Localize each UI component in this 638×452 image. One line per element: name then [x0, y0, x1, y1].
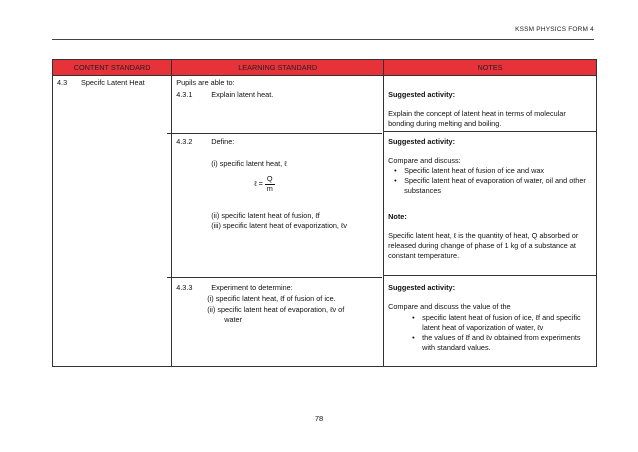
list-item: • Specific latent heat of evaporation of water, oil and other substances — [398, 176, 592, 196]
header-rule — [52, 39, 594, 40]
header-learning-standard: LEARNING STANDARD — [172, 60, 384, 76]
notes-intro-4-3-3: Compare and discuss the value of the — [388, 302, 511, 311]
item-text: Explain latent heat. — [211, 90, 274, 99]
notes-bullets-4-3-3 — [406, 313, 592, 352]
row-divider — [384, 275, 596, 276]
page-number: 78 — [314, 414, 324, 423]
define-item-ii: (ii) specific latent heat of fusion, ℓf — [211, 211, 320, 220]
formula-lhs: ℓ = — [254, 179, 263, 189]
header-notes: NOTES — [384, 60, 597, 76]
experiment-item-i: (i) specific latent heat, ℓf of fusion of ice. — [207, 294, 336, 303]
item-text: Experiment to determine: — [211, 283, 293, 292]
notes-title-4-3-1: Suggested activity: — [388, 90, 456, 99]
content-standard-title: Specifc Latent Heat — [81, 78, 145, 87]
learning-intro: Pupils are able to: — [176, 78, 235, 87]
experiment-item-ii-cont: water — [224, 315, 243, 324]
item-text: Define: — [211, 137, 235, 146]
notes-cell — [384, 76, 597, 367]
latent-heat-formula — [254, 175, 274, 194]
list-item: • Specific latent heat of fusion of ice and wax — [398, 166, 592, 176]
define-item-iii: (iii) specific latent heat of evaporization, ℓv — [211, 221, 347, 230]
formula-numerator: Q — [266, 174, 273, 183]
item-code: 4.3.1 — [176, 90, 193, 99]
content-standard-number: 4.3 — [57, 78, 68, 87]
note-text: Specific latent heat, ℓ is the quantity of heat, Q absorbed or released during change of phase of 1 kg of a substance at constant temperature. — [388, 231, 579, 260]
table-header-row — [53, 60, 597, 76]
content-standard-cell — [53, 76, 172, 367]
notes-intro-4-3-2: Compare and discuss: — [388, 156, 461, 165]
formula-denominator: m — [266, 183, 273, 193]
notes-title-4-3-3: Suggested activity: — [388, 283, 456, 292]
notes-text-4-3-1: Explain the concept of latent heat in terms of molecular bonding during melting and boiling. — [388, 109, 566, 128]
row-divider — [384, 131, 596, 132]
item-code: 4.3.2 — [176, 137, 193, 146]
list-item: • the values of ℓf and ℓv obtained from experiments with standard values. — [416, 333, 592, 353]
row-divider-learning-2 — [167, 277, 382, 278]
curriculum-table — [52, 59, 597, 367]
document-title: KSSM PHYSICS FORM 4 — [515, 26, 594, 33]
learning-standard-cell — [172, 76, 384, 367]
item-code: 4.3.3 — [176, 283, 193, 292]
formula-fraction — [265, 175, 275, 194]
notes-title-4-3-2: Suggested activity: — [388, 137, 456, 146]
experiment-item-ii: (ii) specific latent heat of evaporation, ℓv of — [207, 305, 345, 314]
header-content-standard: CONTENT STANDARD — [53, 60, 172, 76]
notes-bullets-4-3-2 — [388, 166, 592, 196]
note-label: Note: — [388, 212, 407, 221]
define-item-i: (i) specific latent heat, ℓ — [211, 159, 287, 168]
table-row — [53, 76, 597, 367]
learning-item-4-3-2 — [176, 137, 234, 147]
list-item: • specific latent heat of fusion of ice, ℓf and specific latent heat of vaporization of water, ℓv — [416, 313, 592, 333]
learning-item-4-3-3 — [176, 283, 293, 293]
row-divider-learning-1 — [167, 133, 382, 134]
learning-item-4-3-1 — [176, 90, 273, 100]
